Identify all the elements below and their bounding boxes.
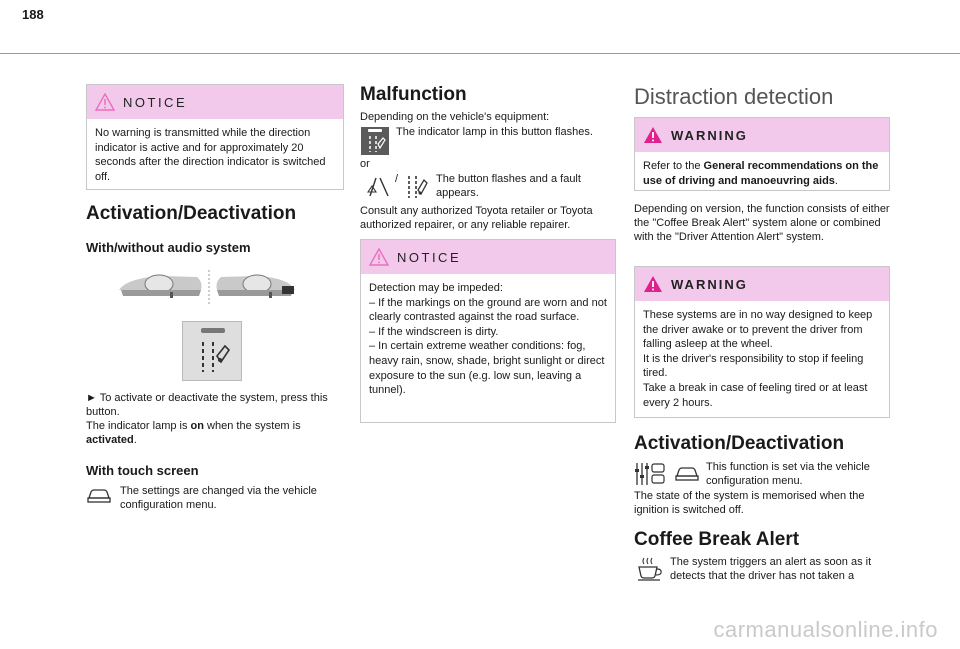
lane-fault-icon <box>366 174 390 198</box>
notice-text: No warning is transmitted while the direction indicator is active and for approximately 20 seconds after the direction indicator is switched off. <box>95 127 326 183</box>
section-heading-activation: Activation/Deactivation <box>86 203 297 224</box>
notice-body <box>361 274 615 405</box>
lamp-button-icon <box>360 126 390 156</box>
section-heading-malfunction: Malfunction <box>360 84 467 105</box>
notice-line: – If the windscreen is dirty. <box>369 325 499 338</box>
warning-body <box>635 301 889 417</box>
press-instruction: ► To activate or deactivate the system, press this button. <box>86 392 328 418</box>
section-heading-activation-2: Activation/Deactivation <box>634 433 845 454</box>
touch-screen-text: The settings are changed via the vehicle configuration menu. <box>120 485 317 511</box>
warning-header <box>635 267 889 301</box>
subheading-touch: With touch screen <box>86 463 199 478</box>
header-rule <box>0 53 960 54</box>
or-text: or <box>360 158 370 170</box>
car-config-icon <box>86 486 112 504</box>
config-menu-text: This function is set via the vehicle configuration menu. <box>706 461 870 487</box>
notice-line: – If the markings on the ground are worn and not clearly contrasted against the road surface. <box>369 296 607 324</box>
lamp-flash-text: The indicator lamp in this button flashes. <box>396 126 593 138</box>
warning-header <box>635 118 889 152</box>
page-title-distraction: Distraction detection <box>634 84 834 109</box>
notice-header <box>361 240 615 274</box>
coffee-text: The system triggers an alert as soon as it detects that the driver has not taken a <box>670 556 872 582</box>
subheading-audio: With/without audio system <box>86 240 251 255</box>
notice-label: NOTICE <box>397 250 462 265</box>
memorised-text: The state of the system is memorised when the ignition is switched off. <box>634 490 865 516</box>
warning-bold-ref: General recommendations on the use of driving and manoeuvring aids <box>643 160 879 187</box>
consult-text: Consult any authorized Toyota retailer or Toyota authorized repairer, or any reliable repairer. <box>360 205 593 231</box>
dashboard-illustration <box>117 268 297 306</box>
warning-box-1 <box>634 117 890 191</box>
notice-header <box>87 85 343 119</box>
lane-assist-icon <box>405 172 429 200</box>
settings-icon <box>634 461 668 487</box>
activated-word: activated <box>86 434 134 446</box>
warning-triangle-icon <box>643 126 663 144</box>
warning-label: WARNING <box>671 128 748 143</box>
notice-label: NOTICE <box>123 95 188 110</box>
watermark: carmanualsonline.info <box>713 617 938 642</box>
section-heading-coffee: Coffee Break Alert <box>634 529 800 550</box>
notice-line: – In certain extreme weather conditions: fog, heavy rain, snow, shade, bright sunlight or direct exposure to the sun (e.g. low sun, leaving a tunnel). <box>369 340 605 397</box>
distraction-paragraph: Depending on version, the function consists of either the "Coffee Break Alert" system alone or combined with the "Driver Attention Alert" system. <box>634 203 890 243</box>
warning-line: It is the driver's responsibility to stop if feeling tired. <box>643 352 864 380</box>
lane-button-illustration[interactable] <box>182 321 242 381</box>
page-number: 188 <box>22 7 44 22</box>
lane-assist-button-icon <box>183 322 241 380</box>
notice-triangle-icon <box>95 93 115 111</box>
notice-line: Detection may be impeded: <box>369 282 503 294</box>
warning-line: These systems are in no way designed to keep the driver awake or to prevent the driver from falling asleep at the wheel. <box>643 309 873 351</box>
notice-box-2 <box>360 239 616 423</box>
notice-box-1 <box>86 84 344 190</box>
coffee-cup-icon <box>636 556 664 582</box>
warning-triangle-icon <box>643 275 663 293</box>
notice-triangle-icon <box>369 248 389 266</box>
malfunction-intro: Depending on the vehicle's equipment: <box>360 111 550 123</box>
slash-text: / <box>395 173 399 185</box>
car-config-icon <box>674 464 700 482</box>
warning-line: Take a break in case of feeling tired or at least every 2 hours. <box>643 381 868 409</box>
lamp-text: The indicator lamp is on when the system is <box>86 420 301 432</box>
warning-text: Refer to the General recommendations on the use of driving and manoeuvring aids. <box>643 160 879 187</box>
warning-box-2 <box>634 266 890 418</box>
button-fault-text: The button flashes and a fault appears. <box>436 173 581 199</box>
warning-label: WARNING <box>671 277 748 292</box>
